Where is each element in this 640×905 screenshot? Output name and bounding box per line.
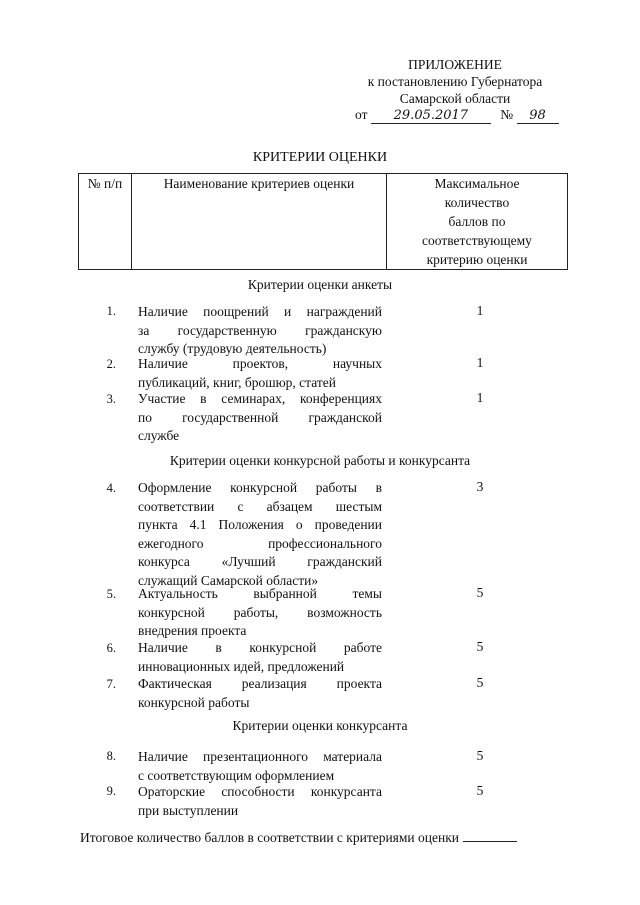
document-title: КРИТЕРИИ ОЦЕНКИ	[252, 150, 388, 165]
item-text: Актуальность выбранной темы конкурсной работы, возможность внедрения проекта	[138, 586, 382, 638]
header-col-name: Наименование критериев оценки	[132, 174, 387, 270]
item-text: Наличие проектов, научных публикаций, книг, брошюр, статей	[138, 356, 382, 390]
item-text: Наличие презентационного материала с соответствующим оформлением	[138, 749, 382, 783]
item-number: 2.	[106, 357, 116, 371]
item-text: Ораторские способности конкурсанта при выступлении	[138, 784, 382, 818]
number-prefix: №	[500, 107, 514, 122]
item-score: 5	[476, 585, 484, 600]
item-score: 5	[476, 675, 484, 690]
appendix-region: Самарской области	[399, 91, 511, 106]
item-score: 1	[476, 390, 484, 405]
item-number: 8.	[106, 749, 116, 763]
section-title: Критерии оценки конкурсной работы и конкурсанта	[169, 453, 471, 468]
item-number: 1.	[106, 304, 116, 318]
total-score-label: Итоговое количество баллов в соответствии с критериями оценки	[80, 830, 460, 845]
item-number: 7.	[106, 677, 116, 691]
header-col-number: № п/п	[79, 174, 132, 270]
appendix-heading: ПРИЛОЖЕНИЕ	[408, 57, 502, 72]
section-title: Критерии оценки конкурсанта	[232, 718, 408, 733]
appendix-date-line	[355, 107, 559, 124]
number-value: 98	[517, 108, 559, 124]
item-score: 1	[476, 303, 484, 318]
header-col-max-score: Максимальное количество баллов по соответствующему критерию оценки	[387, 174, 568, 270]
item-number: 6.	[106, 641, 116, 655]
section-title: Критерии оценки анкеты	[247, 277, 393, 292]
item-text: Наличие поощрений и награждений за государственную гражданскую службу (трудовую деятельность)	[138, 304, 382, 356]
item-score: 5	[476, 639, 484, 654]
date-value: 29.05.2017	[371, 108, 491, 124]
date-prefix: от	[355, 107, 368, 122]
item-text: Участие в семинарах, конференциях по государственной гражданской службе	[138, 391, 382, 443]
total-score-line	[80, 829, 517, 846]
total-score-blank	[463, 829, 517, 842]
item-score: 3	[476, 479, 484, 494]
item-text: Фактическая реализация проекта конкурсной работы	[138, 676, 382, 710]
item-number: 5.	[106, 587, 116, 601]
item-number: 9.	[106, 784, 116, 798]
item-score: 1	[476, 355, 484, 370]
item-score: 5	[476, 748, 484, 763]
item-text: Оформление конкурсной работы в соответствии с абзацем шестым пункта 4.1 Положения о проведении ежегодного профессионального конкурса «Лучший гражданский служащий Самарской области»	[138, 480, 382, 588]
item-number: 3.	[106, 392, 116, 406]
item-text: Наличие в конкурсной работе инновационных идей, предложений	[138, 640, 382, 674]
item-number: 4.	[106, 481, 116, 495]
item-score: 5	[476, 783, 484, 798]
appendix-subtitle: к постановлению Губернатора	[367, 74, 543, 89]
criteria-table-header	[78, 173, 568, 270]
